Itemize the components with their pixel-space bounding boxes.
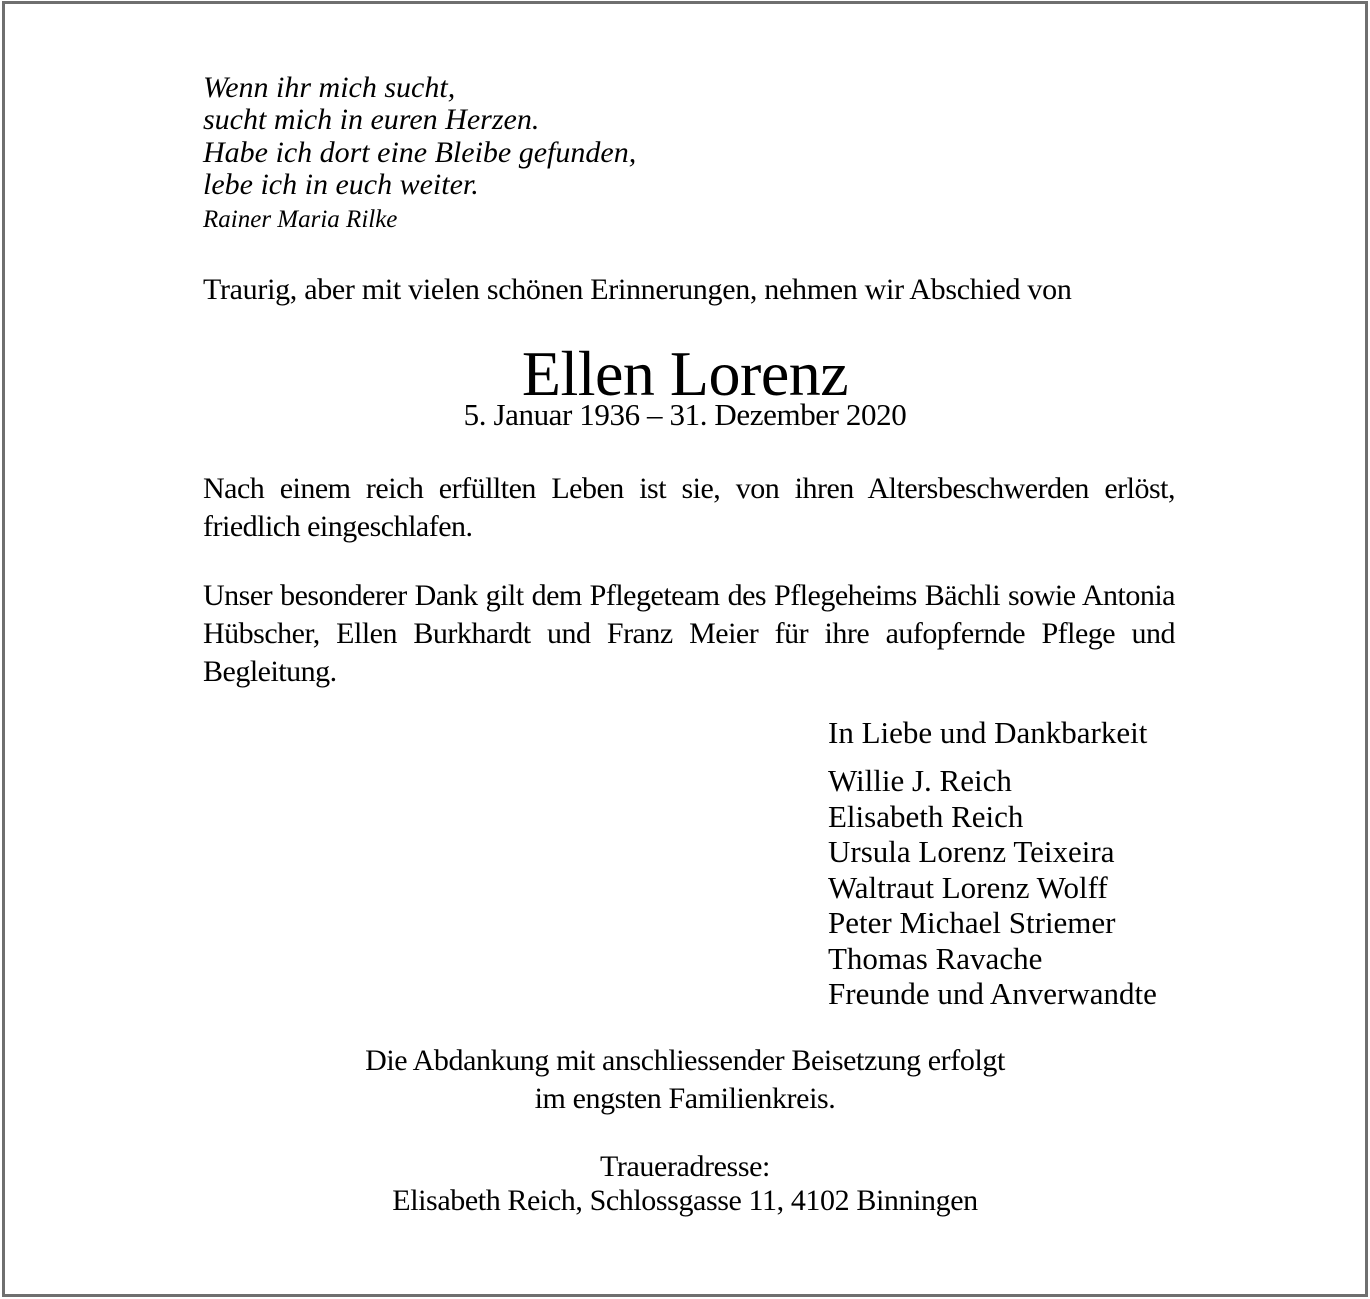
body-paragraph: Nach einem reich erfüllten Leben ist sie, von ihren Altersbeschwerden erlöst, friedlich eingeschlafen. [203,472,1175,543]
funeral-note-line: im engsten Familienkreis. [534,1081,836,1115]
poem-line: lebe ich in euch weiter. [203,167,479,201]
mourner-name: Thomas Ravache [828,940,1043,976]
funeral-note-line: Die Abdankung mit anschliessender Beisetzung erfolgt [365,1044,1005,1077]
mourner-name: Elisabeth Reich [828,798,1024,834]
mourner-name: Willie J. Reich [828,763,1012,798]
deceased-name: Ellen Lorenz [521,338,849,409]
mourner-name: Freunde und Anverwandte [828,976,1157,1011]
body-paragraph: Unser besonderer Dank gilt dem Pflegeteam des Pflegeheims Bächli sowie Antonia Hübscher, Ellen Burkhardt und Franz Meier für ihre aufopfernde Pflege und Begleitung. [203,579,1175,688]
mourner-name: Peter Michael Striemer [828,905,1116,940]
mourner-name: Ursula Lorenz Teixeira [828,834,1115,869]
poem-block [203,72,636,201]
condolence-address-line: Elisabeth Reich, Schlossgasse 11, 4102 Binningen [392,1184,978,1217]
mourners-list [828,763,1157,1012]
poem-line: sucht mich in euren Herzen. [203,103,540,137]
intro-line: Traurig, aber mit vielen schönen Erinnerungen, nehmen wir Abschied von [203,273,1072,306]
poem-line: Wenn ihr mich sucht, [203,71,456,104]
closing-line: In Liebe und Dankbarkeit [828,715,1148,750]
poem-line: Habe ich dort eine Bleibe gefunden, [203,135,637,169]
poem-author: Rainer Maria Rilke [203,206,398,233]
condolence-address-block [0,1150,1370,1218]
funeral-note [0,1042,1370,1117]
life-dates: 5. Januar 1936 – 31. Dezember 2020 [463,397,907,432]
condolence-address-label: Traueradresse: [600,1150,770,1183]
mourner-name: Waltraut Lorenz Wolff [828,869,1108,905]
